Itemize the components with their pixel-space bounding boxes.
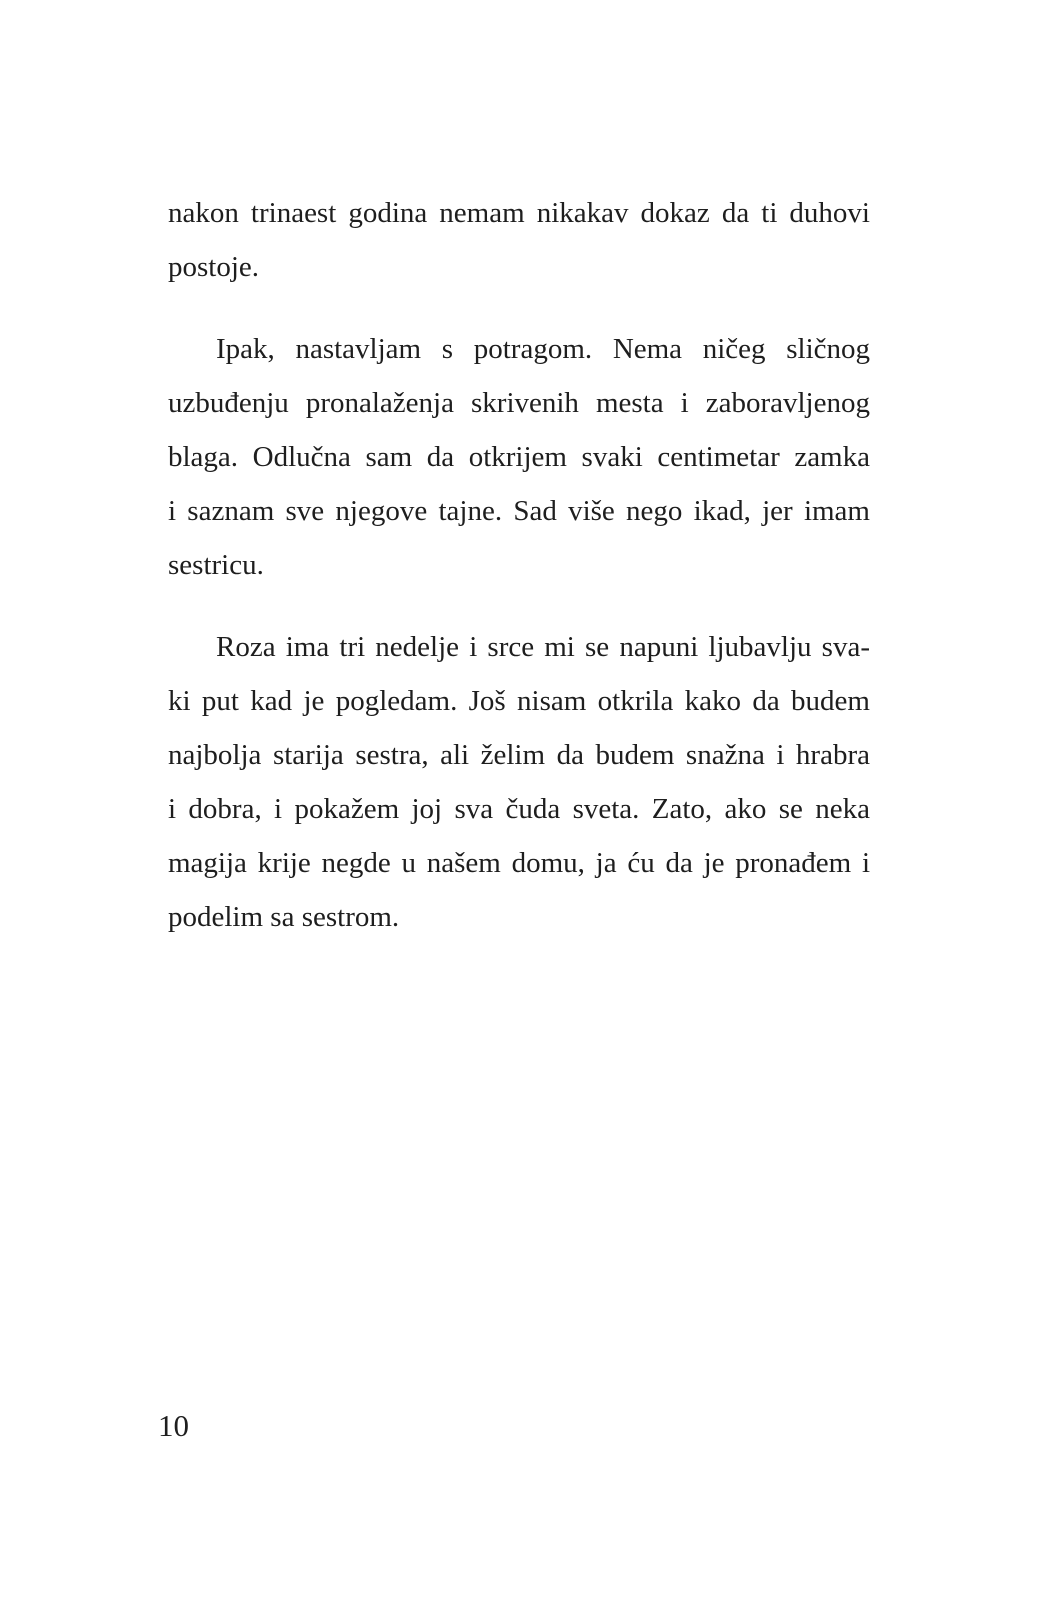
text-line: nakon trinaest godina nemam nikakav dokaz da ti duhovi (168, 197, 870, 229)
body-text (168, 186, 870, 944)
text-line: blaga. Odlučna sam da otkrijem svaki centimetar zamka (168, 441, 870, 473)
paragraph-1 (168, 186, 870, 294)
text-line: ki put kad je pogledam. Još nisam otkrila kako da budem (168, 685, 870, 717)
text-line: uzbuđenju pronalaženja skrivenih mesta i zaboravljenog (168, 387, 870, 419)
text-line: magija krije negde u našem domu, ja ću da je pronađem i (168, 847, 870, 879)
text-line: i saznam sve njegove tajne. Sad više nego ikad, jer imam (168, 495, 870, 527)
paragraph-3 (168, 620, 870, 944)
text-line: Roza ima tri nedelje i srce mi se napuni ljubavlju sva- (216, 631, 870, 663)
paragraph-2 (168, 322, 870, 592)
text-line: Ipak, nastavljam s potragom. Nema ničeg sličnog (216, 333, 870, 365)
text-line: sestricu. (168, 549, 264, 581)
text-line: i dobra, i pokažem joj sva čuda sveta. Zato, ako se neka (168, 793, 870, 825)
text-line: postoje. (168, 251, 260, 283)
text-line: podelim sa sestrom. (168, 901, 400, 933)
text-line: najbolja starija sestra, ali želim da budem snažna i hrabra (168, 739, 870, 771)
page-number: 10 (158, 1408, 189, 1443)
